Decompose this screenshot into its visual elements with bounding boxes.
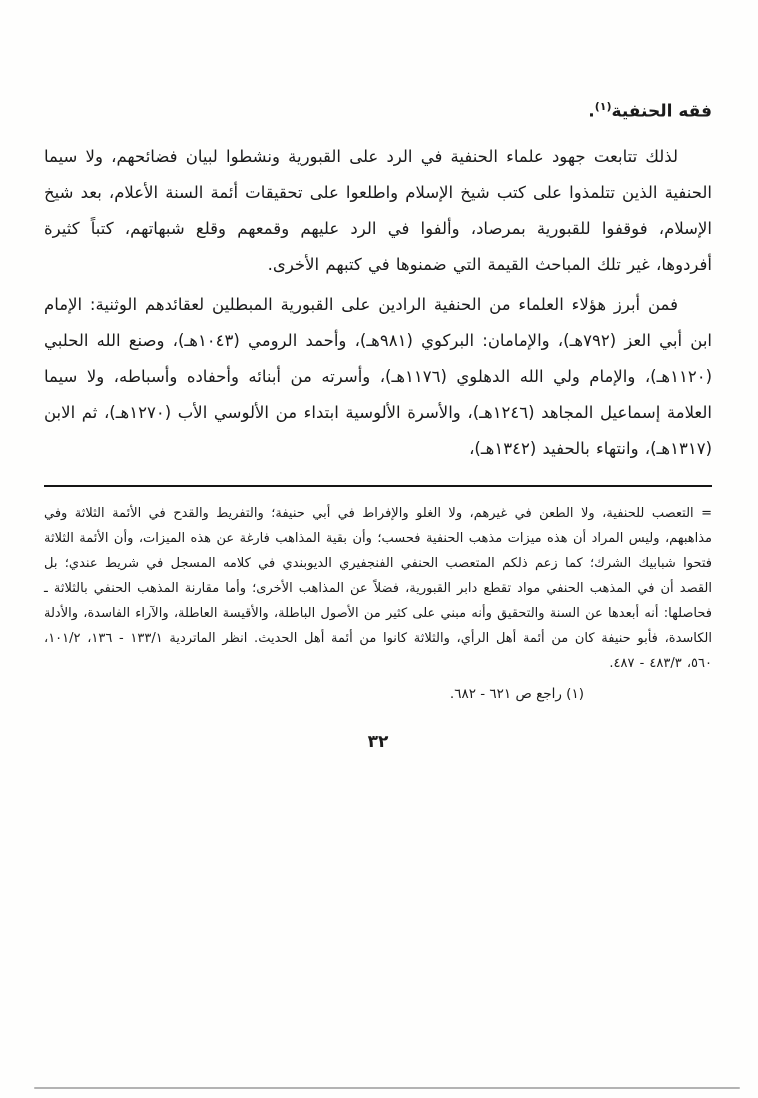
page-number: ٣٢: [367, 731, 389, 752]
body-text: [44, 139, 712, 467]
body-paragraph: فمن أبرز هؤلاء العلماء من الحنفية الرادين على القبورية المبطلين لعقائدهم الوثنية: الإمام ابن أبي العز (٧٩٢هـ)، والإمامان: البركوي (٩٨١هـ)، وأحمد الرومي (١٠٤٣هـ)، وصنع الله الحلبي (١١٢٠هـ)، والإمام ولي الله الدهلوي (١١٧٦هـ)، وأسرته من أبنائه وأحفاده وأسباطه، ولا سيما العلامة إسماعيل المجاهد (١٢٤٦هـ)، والأسرة الألوسية ابتداء من الألوسي الأب (١٢٧٠هـ)، ثم الابن (١٣١٧هـ)، وانتهاء بالحفيد (١٣٤٢هـ)،: [44, 294, 713, 458]
footnote-marker: (١): [594, 100, 612, 113]
footnote-continuation-text: = التعصب للحنفية، ولا الطعن في غيرهم، ولا الغلو والإفراط في أبي حنيفة؛ والتفريط والقدح في الأئمة الثلاثة وفي مذاهبهم، وليس المراد أن هذه ميزات مذهب الحنفية فحسب؛ وأن بقية المذاهب فارغة عن هذه الميزات، وأن الأئمة الثلاثة فتحوا شبابيك الشرك؛ كما زعم ذلكم المتعصب الحنفي الفنجفيري الديوبندي في كلامه المسجل في شريط عندي؛ بل القصد أن في المذهب الحنفي مواد تقطع دابر القبورية، فضلاً عن المذاهب الأخرى؛ وأما مقارنة المذهب الحنفي بالثلاثة ـ فحاصلها: أنه أبعدها عن السنة والتحقيق وأنه مبني على كثير من الأصول الباطلة، والأقيسة العاطلة، والآراء الفاسدة، والأدلة الكاسدة، فأبو حنيفة كان من أئمة أهل الرأي، والثلاثة كانوا من أئمة أهل الحديث. انظر الماتردية ١٣٣/١ - ١٣٦، ١٠١/٢، ٥٦٠، ٤٨٣/٣ - ٤٨٧.: [44, 505, 713, 671]
heading-text: فقه الحنفية: [611, 101, 712, 122]
footnote-reference: (١) راجع ص ٦٢١ - ٦٨٢.: [449, 685, 584, 702]
heading-period: .: [588, 101, 595, 122]
footnote-separator: [44, 485, 712, 487]
body-paragraph: لذلك تتابعت جهود علماء الحنفية في الرد على القبورية ونشطوا لبيان فضائحهم، ولا سيما الحنفية الذين تتلمذوا على كتب شيخ الإسلام واطلعوا على تحقيقات أئمة السنة الأعلام، بعد شيخ الإسلام، فوقفوا للقبورية بمرصاد، وألفوا في الرد عليهم وقمعهم وقلع شبهاتهم، كتباً كثيرة أفردوها، غير تلك المباحث القيمة التي ضمنوها في كتبهم الأخرى.: [44, 146, 712, 274]
page-content: [44, 94, 712, 752]
page-heading: [44, 94, 712, 125]
